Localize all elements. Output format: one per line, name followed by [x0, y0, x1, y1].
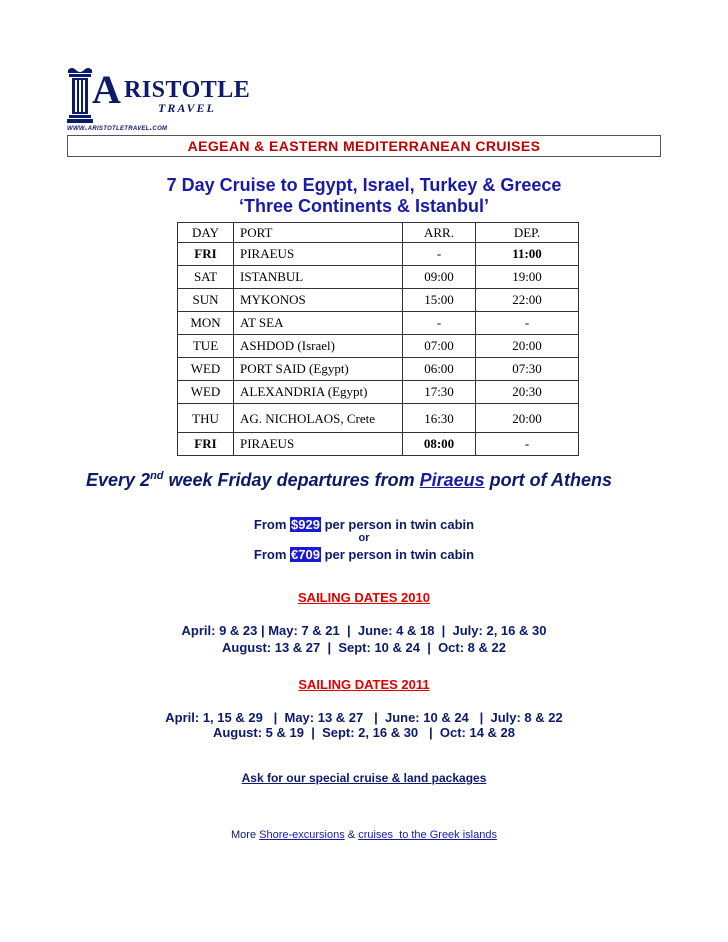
table-row	[178, 289, 579, 312]
departures-line	[86, 470, 612, 491]
cell-port: PIRAEUS	[234, 433, 403, 456]
cell-dep: 20:00	[476, 404, 579, 433]
cell-arr: 15:00	[403, 289, 476, 312]
cell-arr: 07:00	[403, 335, 476, 358]
banner-text: AEGEAN & EASTERN MEDITERRANEAN CRUISES	[187, 138, 541, 154]
cell-dep: 20:00	[476, 335, 579, 358]
departures-post: port of Athens	[484, 470, 612, 490]
table-row	[178, 381, 579, 404]
cruise-title: 7 Day Cruise to Egypt, Israel, Turkey & Greece	[166, 175, 562, 195]
cell-port: PIRAEUS	[234, 243, 403, 266]
header-day: DAY	[178, 223, 234, 243]
sailing-2010-line2: August: 13 & 27 | Sept: 10 & 24 | Oct: 8 & 22	[222, 640, 506, 655]
cell-arr: -	[403, 243, 476, 266]
table-row	[178, 335, 579, 358]
cell-port: PORT SAID (Egypt)	[234, 358, 403, 381]
table-row	[178, 266, 579, 289]
logo-subtitle: TRAVEL	[158, 101, 216, 115]
price-usd-value: $929	[291, 517, 320, 532]
price-usd-post: per person in twin cabin	[320, 517, 475, 532]
table-row	[178, 243, 579, 266]
shore-excursions-link[interactable]: Shore-excursions	[259, 829, 345, 841]
greek-islands-cruises-link[interactable]: cruises to the Greek islands	[358, 829, 497, 841]
header-arr: ARR.	[403, 223, 476, 243]
cell-port: ASHDOD (Israel)	[234, 335, 403, 358]
cell-port: AT SEA	[234, 312, 403, 335]
cell-dep: 19:00	[476, 266, 579, 289]
section-banner	[67, 135, 661, 157]
table-row	[178, 404, 579, 433]
header-dep: DEP.	[476, 223, 579, 243]
more-amp: &	[344, 829, 359, 841]
cell-dep: -	[476, 433, 579, 456]
sailing-2011-line1: April: 1, 15 & 29 | May: 13 & 27 | June: 10 & 24 | July: 8 & 22	[165, 710, 563, 725]
piraeus-link[interactable]: Piraeus	[419, 470, 485, 490]
cell-day: TUE	[178, 335, 234, 358]
cell-day: WED	[178, 381, 234, 404]
more-links	[0, 829, 728, 841]
special-packages-link[interactable]: Ask for our special cruise & land packages	[241, 771, 487, 785]
cell-dep: -	[476, 312, 579, 335]
departures-mid: week Friday departures from	[163, 470, 420, 490]
cell-day: WED	[178, 358, 234, 381]
price-eur-post: per person in twin cabin	[320, 547, 475, 562]
sailing-2011-heading: SAILING DATES 2011	[298, 677, 430, 692]
table-row	[178, 358, 579, 381]
price-usd	[0, 517, 728, 532]
cell-day: SUN	[178, 289, 234, 312]
price-eur	[0, 547, 728, 562]
cell-day: FRI	[178, 433, 234, 456]
sailing-2011-line2: August: 5 & 19 | Sept: 2, 16 & 30 | Oct: 14 & 28	[212, 725, 516, 740]
cell-day: SAT	[178, 266, 234, 289]
table-row	[178, 433, 579, 456]
price-eur-pre: From	[253, 547, 291, 562]
aristotle-travel-logo	[66, 66, 251, 126]
cell-arr: 09:00	[403, 266, 476, 289]
cell-day: FRI	[178, 243, 234, 266]
cell-arr: 08:00	[403, 433, 476, 456]
logo-initial: A	[92, 67, 121, 112]
sailing-2010-heading: SAILING DATES 2010	[298, 590, 430, 605]
cell-dep: 22:00	[476, 289, 579, 312]
cell-dep: 11:00	[476, 243, 579, 266]
cell-arr: 16:30	[403, 404, 476, 433]
itinerary-table	[177, 222, 579, 456]
sailing-2010-line1: April: 9 & 23 | May: 7 & 21 | June: 4 & 18 | July: 2, 16 & 30	[181, 623, 547, 638]
cell-day: THU	[178, 404, 234, 433]
cell-arr: 17:30	[403, 381, 476, 404]
cell-day: MON	[178, 312, 234, 335]
cruise-subtitle: ‘Three Continents & Istanbul’	[238, 196, 489, 216]
cell-dep: 07:30	[476, 358, 579, 381]
price-eur-value: €709	[291, 547, 320, 562]
logo-name: RISTOTLE	[124, 77, 251, 103]
header-port: PORT	[234, 223, 403, 243]
cell-dep: 20:30	[476, 381, 579, 404]
cell-arr: 06:00	[403, 358, 476, 381]
cell-port: MYKONOS	[234, 289, 403, 312]
cell-port: ALEXANDRIA (Egypt)	[234, 381, 403, 404]
cell-port: ISTANBUL	[234, 266, 403, 289]
table-row	[178, 312, 579, 335]
table-header-row	[178, 223, 579, 243]
departures-pre: Every 2	[86, 470, 151, 490]
price-usd-pre: From	[253, 517, 291, 532]
cell-arr: -	[403, 312, 476, 335]
price-or: or	[358, 532, 370, 544]
website-link[interactable]: www.aristotletravel.com	[67, 122, 168, 132]
departures-sup: nd	[150, 470, 164, 482]
cell-port: AG. NICHOLAOS, Crete	[234, 404, 403, 433]
more-pre: More	[231, 829, 260, 841]
